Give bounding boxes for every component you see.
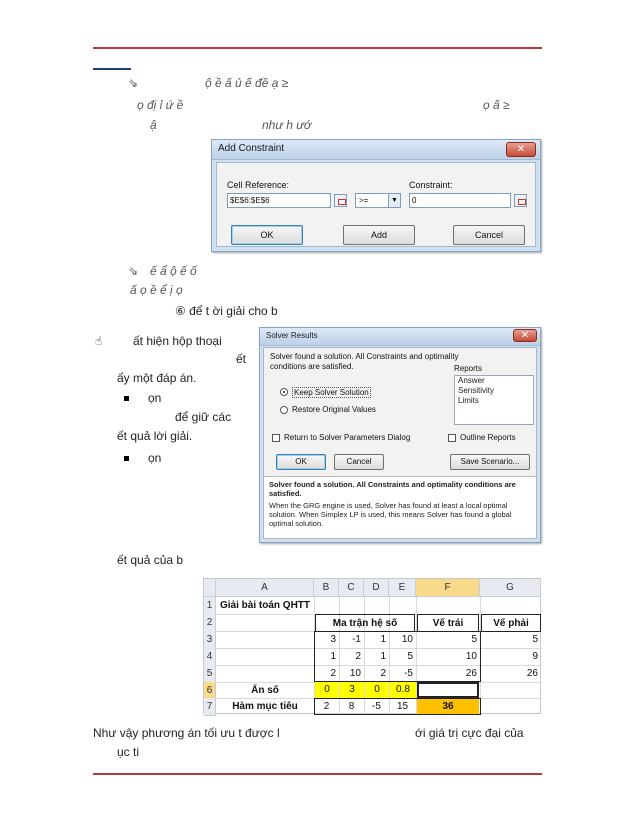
after-dialog-line-1: ế ẩ ộ ế ố (150, 264, 197, 278)
ok-button[interactable]: OK (231, 225, 303, 245)
dialog-body (216, 162, 536, 247)
intro-line-1: ộ ề ấ ủ ế đề ạ ≥ (205, 76, 289, 90)
report-item[interactable]: Sensitivity (458, 386, 495, 395)
unknown-cell[interactable]: 3 (340, 682, 364, 698)
range-select-icon[interactable] (514, 194, 527, 207)
objective-cell[interactable]: 2 (323, 701, 330, 712)
dialog-title: Solver Results (266, 331, 318, 340)
ok-button[interactable]: OK (276, 454, 326, 470)
bullet1-a: ọn (148, 391, 162, 405)
column-header[interactable]: F (416, 579, 480, 597)
result-spreadsheet (203, 578, 541, 714)
range-select-icon[interactable] (334, 194, 347, 207)
objective-cell[interactable]: 8 (348, 701, 355, 712)
chevron-down-icon[interactable]: ▼ (388, 194, 400, 207)
row-header[interactable]: 1 (204, 597, 216, 615)
unknowns-label[interactable]: Ẩn số (251, 685, 279, 696)
bullet1-b: để giữ các (175, 410, 232, 424)
conclusion-line-c: ục ti (117, 745, 140, 759)
result-line: ết quả của b (117, 553, 184, 567)
objective-label[interactable]: Hàm mục tiêu (232, 701, 298, 712)
after-dialog-line-2: ấ ọ ề ể ị ọ (130, 283, 183, 297)
matrix-cell[interactable]: -5 (404, 668, 413, 679)
solver-message: Solver found a solution. All Constraints and optimality conditions are satisfied. (270, 352, 459, 371)
row-header[interactable]: 7 (204, 698, 216, 716)
intro-line-3: ậ (150, 118, 157, 132)
keep-solution-radio[interactable] (280, 388, 288, 396)
dialog-title: Add Constraint (218, 143, 285, 154)
column-header[interactable]: G (480, 579, 541, 597)
restore-values-radio[interactable] (280, 406, 288, 414)
right-side-header[interactable]: Vế phải (481, 614, 541, 632)
matrix-cell[interactable]: 1 (380, 634, 386, 645)
bullet2-a: ọn (148, 451, 162, 465)
arrow-icon: ⇘ (128, 76, 139, 90)
row-header[interactable]: 6 (204, 682, 216, 700)
reports-label: Reports (454, 364, 483, 373)
sheet-title[interactable]: Giải bài toán QHTT (220, 600, 311, 611)
right-side-cell[interactable]: 26 (526, 668, 538, 679)
bullet1-c: ết quả lời giải. (117, 429, 193, 443)
matrix-cell[interactable]: 3 (330, 634, 336, 645)
unknown-cell[interactable]: 0 (315, 682, 339, 698)
column-header[interactable]: A (216, 579, 314, 597)
column-header[interactable]: D (364, 579, 389, 597)
restore-values-label[interactable]: Restore Original Values (292, 405, 376, 414)
save-scenario-button[interactable]: Save Scenario... (450, 454, 530, 470)
outline-reports-label[interactable]: Outline Reports (460, 433, 516, 442)
left-side-header[interactable]: Vế trái (417, 614, 479, 632)
selected-cell[interactable] (417, 682, 479, 698)
keep-solution-label[interactable]: Keep Solver Solution (294, 388, 369, 397)
matrix-cell[interactable]: 2 (380, 668, 386, 679)
results-intro-1: ất hiện hộp thoại (133, 334, 222, 348)
cancel-button[interactable]: Cancel (334, 454, 384, 470)
reports-list[interactable] (454, 375, 534, 425)
matrix-header[interactable]: Ma trận hệ số (315, 614, 415, 632)
dialog-titlebar (260, 328, 540, 346)
matrix-cell[interactable]: 5 (407, 651, 413, 662)
constraint-label: Constraint: (409, 180, 453, 190)
close-button[interactable]: ✕ (506, 142, 536, 157)
intro-line-2: ọ đị ỉ ứ ề (137, 98, 184, 112)
pointer-icon: ☝ (95, 334, 103, 348)
results-intro-2: ết (236, 352, 247, 366)
solver-info-panel (264, 476, 536, 538)
report-item[interactable]: Answer (458, 376, 485, 385)
arrow-icon: ⇘ (128, 264, 139, 278)
unknown-cell[interactable]: 0 (365, 682, 389, 698)
operator-select[interactable] (355, 193, 401, 208)
outline-reports-checkbox[interactable] (448, 434, 456, 442)
section-marker-line (93, 68, 131, 70)
matrix-cell[interactable]: 2 (330, 668, 336, 679)
info-heading: Solver found a solution. All Constraints and optimality conditions are satisfied. (269, 480, 516, 498)
sheet-corner (204, 579, 216, 597)
info-text: When the GRG engine is used, Solver has found at least a local optimal solution. When Simplex LP is used, this means Solver has found a global optimal solution. (269, 501, 512, 528)
intro-line-3-mid: như h ướ (262, 118, 312, 132)
row-header[interactable]: 5 (204, 665, 216, 683)
objective-cell[interactable]: 15 (396, 701, 409, 712)
row-header[interactable]: 3 (204, 631, 216, 649)
conclusion-line-a: Như vậy phương án tối ưu t được l (93, 726, 280, 740)
matrix-cell[interactable]: 10 (349, 668, 361, 679)
row-header[interactable]: 2 (204, 614, 216, 632)
header-rule (93, 47, 542, 49)
close-button[interactable]: ✕ (513, 329, 537, 342)
matrix-cell[interactable]: 2 (355, 651, 361, 662)
operator-value: >= (359, 196, 369, 205)
matrix-cell[interactable]: 1 (330, 651, 336, 662)
column-header[interactable]: C (339, 579, 364, 597)
cancel-button[interactable]: Cancel (453, 225, 525, 245)
matrix-cell[interactable]: 1 (380, 651, 386, 662)
results-intro-3: ấy một đáp án. (117, 371, 197, 385)
after-dialog-line-3: ⑥ để t ời giải cho b (175, 304, 278, 318)
left-side-cell[interactable]: 26 (465, 668, 477, 679)
left-side-cell[interactable]: 5 (471, 634, 477, 645)
bullet-icon (124, 456, 129, 461)
add-button[interactable]: Add (343, 225, 415, 245)
objective-value-cell[interactable]: 36 (417, 699, 479, 714)
conclusion-line-b: ới giá trị cực đại của (415, 726, 524, 740)
right-side-cell[interactable]: 5 (532, 634, 538, 645)
constraint-input[interactable]: 0 (409, 193, 511, 208)
return-to-parameters-label[interactable]: Return to Solver Parameters Dialog (284, 433, 411, 442)
dialog-titlebar (212, 140, 540, 160)
add-constraint-dialog (211, 139, 541, 252)
row-header[interactable]: 4 (204, 648, 216, 666)
column-header[interactable]: B (314, 579, 339, 597)
left-side-cell[interactable]: 10 (465, 651, 477, 662)
cell-reference-label: Cell Reference: (227, 180, 290, 190)
intro-line-2-right: ọ ấ ≥ (483, 98, 510, 112)
right-side-cell[interactable]: 9 (532, 651, 538, 662)
matrix-cell[interactable]: -1 (352, 634, 361, 645)
footer-rule (93, 773, 542, 775)
dialog-body (263, 347, 537, 539)
column-header[interactable]: E (389, 579, 416, 597)
cell-reference-input[interactable]: $E$6:$E$6 (227, 193, 331, 208)
solver-results-dialog (259, 327, 541, 543)
return-to-parameters-checkbox[interactable] (272, 434, 280, 442)
unknown-cell[interactable]: 0.8 (390, 682, 416, 698)
objective-cell[interactable]: -5 (372, 701, 381, 712)
report-item[interactable]: Limits (458, 396, 479, 405)
matrix-cell[interactable]: 10 (401, 634, 413, 645)
bullet-icon (124, 396, 129, 401)
